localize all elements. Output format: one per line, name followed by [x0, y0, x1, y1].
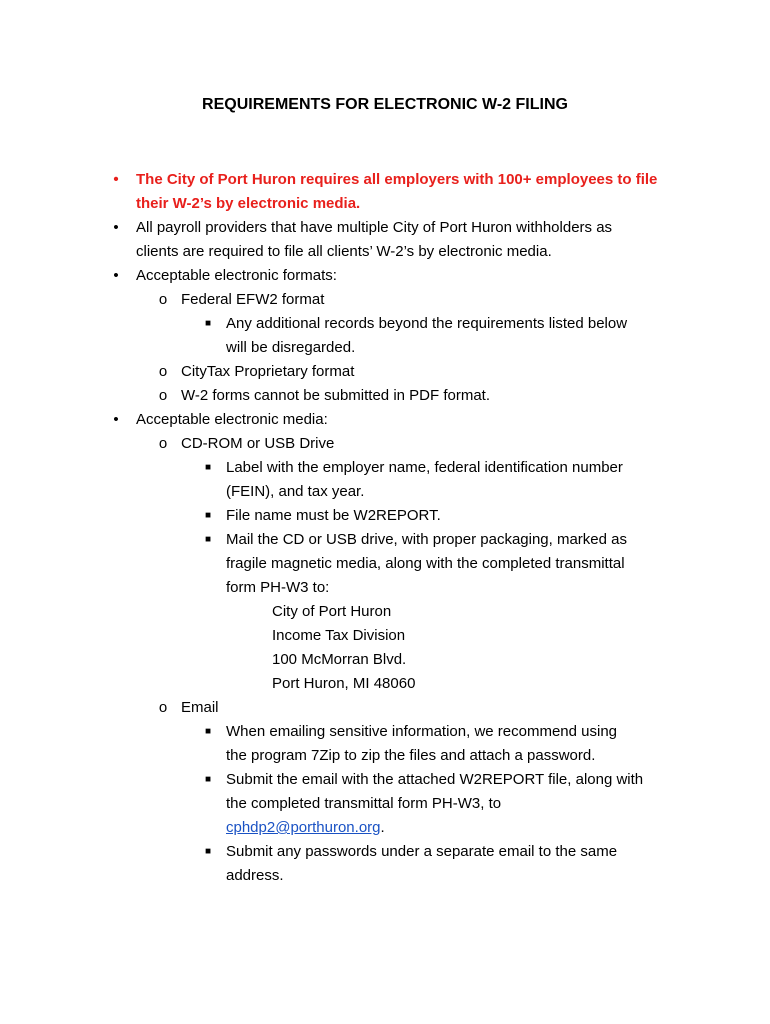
square-marker: ■	[204, 318, 212, 329]
requirements-list	[0, 168, 770, 888]
list-item	[0, 264, 770, 288]
address-text: Income Tax Division	[272, 627, 406, 644]
detail-item-text: address.	[226, 867, 284, 884]
detail-item-text: form PH-W3 to:	[226, 579, 330, 596]
address-text: Port Huron, MI 48060	[272, 675, 416, 692]
detail-item-text: Mail the CD or USB drive, with proper packaging, marked as	[226, 531, 628, 548]
square-marker: ■	[204, 726, 212, 737]
circle-marker: o	[158, 435, 168, 452]
list-item-text: clients are required to file all clients’ W-2’s by electronic media.	[136, 243, 552, 260]
sub-list-item-text: Federal EFW2 format	[181, 291, 325, 308]
list-item-text: their W-2’s by electronic media.	[136, 195, 361, 212]
list-item-text: Acceptable electronic formats:	[136, 267, 337, 284]
detail-item	[0, 840, 770, 864]
sub-list-item	[0, 432, 770, 456]
detail-item-continuation	[0, 576, 770, 600]
detail-item-continuation	[0, 552, 770, 576]
detail-item	[0, 504, 770, 528]
detail-item	[0, 528, 770, 552]
bullet-marker: •	[113, 219, 119, 236]
square-marker: ■	[204, 534, 212, 545]
detail-item	[0, 456, 770, 480]
detail-item-text: fragile magnetic media, along with the completed transmittal	[226, 555, 625, 572]
sub-list-item-text: W-2 forms cannot be submitted in PDF format.	[181, 387, 491, 404]
mailing-address-line	[0, 600, 770, 624]
sub-list-item	[0, 360, 770, 384]
detail-item	[0, 768, 770, 792]
email-link[interactable]: cphdp2@porthuron.org	[226, 819, 381, 836]
mailing-address-line	[0, 648, 770, 672]
sub-list-item-text: Email	[181, 699, 219, 716]
list-item-continuation	[0, 240, 770, 264]
circle-marker: o	[158, 291, 168, 308]
square-marker: ■	[204, 846, 212, 857]
sub-list-item	[0, 288, 770, 312]
circle-marker: o	[158, 387, 168, 404]
detail-item-text: File name must be W2REPORT.	[226, 507, 441, 524]
detail-item-continuation	[0, 480, 770, 504]
sub-list-item	[0, 696, 770, 720]
list-item-text: All payroll providers that have multiple City of Port Huron withholders as	[136, 219, 613, 236]
detail-item-text: Submit the email with the attached W2REPORT file, along with	[226, 771, 644, 788]
list-item	[0, 216, 770, 240]
sub-list-item-text: CityTax Proprietary format	[181, 363, 355, 380]
email-line	[226, 816, 385, 840]
square-marker: ■	[204, 510, 212, 521]
detail-item-continuation	[0, 864, 770, 888]
bullet-marker: •	[113, 411, 119, 428]
square-marker: ■	[204, 774, 212, 785]
detail-item	[0, 312, 770, 336]
mailing-address-line	[0, 672, 770, 696]
detail-item-text: Submit any passwords under a separate email to the same	[226, 843, 618, 860]
list-item	[0, 168, 770, 192]
sub-list-item	[0, 384, 770, 408]
square-marker: ■	[204, 462, 212, 473]
list-item	[0, 408, 770, 432]
detail-item-text: the completed transmittal form PH-W3, to	[226, 795, 502, 812]
address-text: 100 McMorran Blvd.	[272, 651, 407, 668]
page-title: REQUIREMENTS FOR ELECTRONIC W-2 FILING	[202, 96, 568, 113]
detail-item-text: will be disregarded.	[226, 339, 356, 356]
list-item-text: Acceptable electronic media:	[136, 411, 328, 428]
bullet-marker: •	[113, 171, 119, 188]
detail-item-text: When emailing sensitive information, we recommend using	[226, 723, 618, 740]
address-text: City of Port Huron	[272, 603, 392, 620]
detail-item-text: the program 7Zip to zip the files and attach a password.	[226, 747, 596, 764]
detail-item-text: Label with the employer name, federal identification number	[226, 459, 623, 476]
detail-item-continuation	[0, 792, 770, 816]
detail-item-continuation	[0, 816, 770, 840]
bullet-marker: •	[113, 267, 119, 284]
detail-item	[0, 720, 770, 744]
detail-item-text: (FEIN), and tax year.	[226, 483, 365, 500]
list-item-continuation	[0, 192, 770, 216]
detail-item-continuation	[0, 336, 770, 360]
circle-marker: o	[158, 699, 168, 716]
detail-item-text: Any additional records beyond the requirements listed below	[226, 315, 628, 332]
sub-list-item-text: CD-ROM or USB Drive	[181, 435, 335, 452]
period-text: .	[380, 819, 385, 836]
list-item-text: The City of Port Huron requires all employers with 100+ employees to file	[136, 171, 658, 188]
circle-marker: o	[158, 363, 168, 380]
mailing-address-line	[0, 624, 770, 648]
detail-item-continuation	[0, 744, 770, 768]
